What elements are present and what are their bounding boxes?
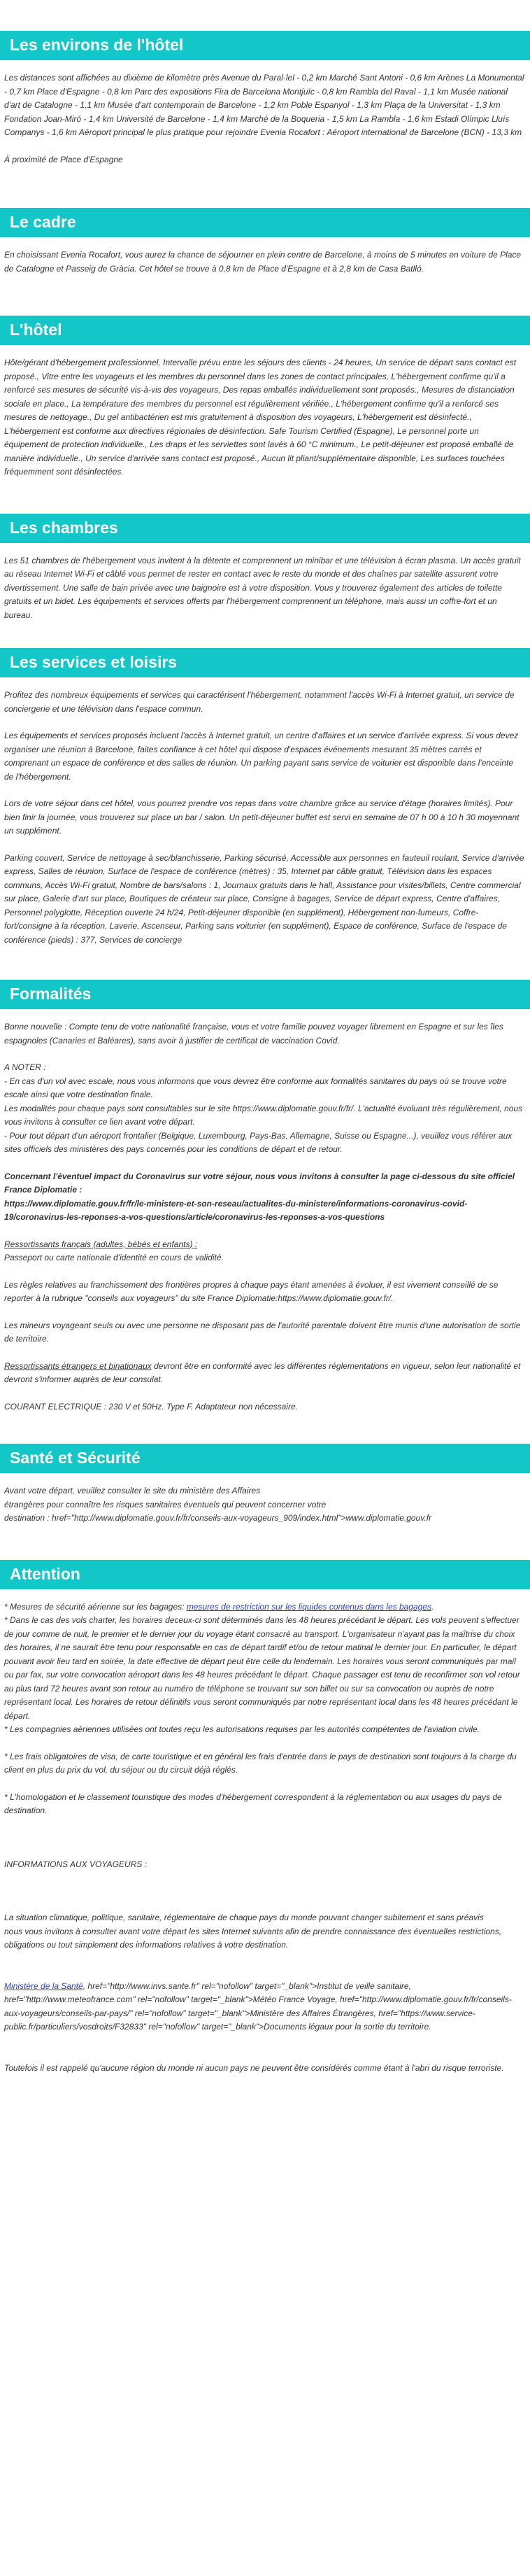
cadre-text: En choisissant Evenia Rocafort, vous aurez la chance de séjourner en plein centre de Barcelone, à moins de 5 minutes en voiture de Place de Catalogne et Passeig de Gràcia. Cet hôtel se trouve à 0,8 km de Place d'Espagne et à 2,8 km de Casa Batlló. (4, 250, 522, 274)
formalites-french-nationals-head: Ressortissants français (adultes, bébés et enfants) : (4, 1239, 198, 1249)
section-attention (0, 1560, 530, 2076)
formalites-borders: Les règles relatives au franchissement des frontières propres à chaque pays étant amenées à évoluer, il est vivement conseillé de se reporter à la rubrique "conseils aux voyageurs" du site France Diplomatie:https://www.diplomatie.gouv.fr/. (4, 1279, 499, 1303)
section-sante (0, 1444, 530, 1526)
hotel-heading: L'hôtel (0, 316, 74, 345)
formalites-heading-bar (0, 980, 530, 1009)
sante-text: Avant votre départ, veuillez consulter le site du ministère des Affaires étrangères pour connaître les risques sanitaires éventuels qui peuvent concerner votre destination : href="http://www.diplomatie.gouv.fr/fr/conseils-aux-voyageurs_909/index.html">www.diplomatie.gouv.fr (4, 1486, 432, 1523)
sante-body (0, 1484, 530, 1526)
section-services (0, 648, 530, 947)
services-equipment: Les équipements et services proposés incluent l'accès à Internet gratuit, un centre d'affaires et un service d'arrivée express. Si vous devez organiser une réunion à Barcelone, faites confiance à cet hôtel qui dispose d'espaces événements mesurant 35 mètres carrés et comprenant un espace de conférence et des salles de réunion. Un parking payant sans service de voiturier est disponible dans l'enceinte de l'hébergement. (4, 731, 519, 782)
cadre-body (0, 248, 530, 276)
attention-security (4, 1600, 524, 1737)
formalites-french-nationals-body: Passeport ou carte nationale d'identité en cours de validité. (4, 1253, 224, 1262)
cadre-heading: Le cadre (0, 208, 89, 237)
attention-terrorism: Toutefois il est rappelé qu'aucune région du monde ni aucun pays ne peuvent être considérés comme étant à l'abri du risque terroriste. (4, 2062, 504, 2073)
attention-links (4, 1980, 524, 2034)
sante-heading: Santé et Sécurité (0, 1444, 153, 1473)
ministry-health-link[interactable]: Ministère de la Santé (4, 1980, 83, 1991)
formalites-french-nationals (4, 1238, 524, 1265)
liquids-restriction-link[interactable]: mesures de restriction sur les liquides contenus dans les bagages (186, 1601, 432, 1612)
environs-proximity: À proximité de Place d'Espagne (4, 154, 123, 164)
attention-security-pre: * Mesures de sécurité aérienne sur les bagages: (4, 1601, 187, 1612)
attention-visa: * Les frais obligatoires de visa, de carte touristique et en général les frais d'entrée dans le pays de destination sont toujours à la charge du client en plus du prix du vol, du séjour ou du circuit déjà réglés. (4, 1751, 517, 1775)
hotel-text: Hôte/gérant d'hébergement professionnel, Intervalle prévu entre les séjours des clients - 24 heures, Un service de départ sans contact est proposé., Vitre entre les voyageurs et les membres du personnel dans les zones de contact principales, L'hébergement confirme qu'il a renforcé ses mesures de sécurité vis-à-vis des voyageurs, Des repas emballés individuellement sont proposés., Mesures de distanciation sociale en place., La température des membres du personnel est régulièrement vérifiée., L'hébergement confirme qu'il a renforcé ses mesures de nettoyage., Du gel antibactérien est mis gratuitement à disposition des voyageurs, L'hébergement est désinfecté., L'hébergement est conforme aux directives régionales de désinfection. Safe Tourism Certified (Espagne), Le personnel porte un équipement de protection individuelle., Les draps et les serviettes sont lavés à 60 °C minimum., Le petit-déjeuner est proposé emballé de manière individuelle., Un service d'arrivée sans contact est proposé., Aucun lit pliant/supplémentaire disponible, Les surfaces touchées fréquemment sont désinfectées. (4, 358, 517, 477)
formalites-foreigners-head: Ressortissants étrangers et binationaux (4, 1360, 152, 1371)
attention-heading: Attention (0, 1560, 93, 1589)
chambres-body (0, 554, 530, 623)
formalites-foreigners (4, 1360, 524, 1387)
environs-body (0, 71, 530, 167)
attention-links-post: , href="http://www.invs.sante.fr" rel="nofollow" target="_blank">Institut de veille sanitaire, href="http://www.meteofrance.com" rel="nofollow" target="_blank">Météo France Voyage, href="http://www.diplomatie.gouv.fr/fr/conseils-aux-voyageurs/conseils-par-pays/" rel="nofollow" target="_blank">Ministère des Affaires Étrangères, href="https://www.service-public.fr/particuliers/vosdroits/F32833" rel="nofollow" target="_blank">Documents légaux pour la sortie du territoire. (4, 1980, 512, 2032)
services-heading-bar (0, 648, 530, 677)
environs-heading-bar (0, 31, 530, 60)
section-environs (0, 31, 530, 167)
attention-body (0, 1600, 530, 2076)
formalites-body (0, 1020, 530, 1414)
chambres-heading: Les chambres (0, 514, 131, 543)
services-list: Parking couvert, Service de nettoyage à sec/blanchisserie, Parking sécurisé, Accessible aux personnes en fauteuil roulant, Service d'arrivée express, Salles de réunion, Surface de l'espace de conférence (mètres) : 35, Internet par câble gratuit, Télévision dans les espaces communs, Accès Wi-Fi gratuit, Nombre de bars/salons : 1, Journaux gratuits dans le hall, Assistance pour visites/billets, Centre commercial sur place, Galerie d'art sur place, Boutiques de créateur sur place, Consigne à bagages, Service de départ express, Centre d'affaires, Personnel polyglotte, Réception ouverte 24 h/24, Petit-déjeuner disponible (en supplément), Hébergement non-fumeurs, Coffre-fort/consigne à la réception, Laverie, Ascenseur, Parking sans voiturier (en supplément), Espace de conférence, Surface de l'espace de conférence (pieds) : 377, Services de concierge (4, 852, 524, 945)
hotel-body (0, 356, 530, 479)
chambres-heading-bar (0, 514, 530, 543)
formalites-coronavirus: Concernant l'éventuel impact du Coronavirus sur votre séjour, nous vous invitons à consulter la page ci-dessous du site officiel France Diplomatie : https://www.diplomatie.gouv.fr/fr/le-ministere-et-son-reseau/actualites-du-ministere/informations-coronavirus-covid-19/coronavirus-les-reponses-a-vos-questions/article/coronavirus-les-reponses-a-vos-questions (4, 1171, 515, 1222)
attention-situation: La situation climatique, politique, sanitaire, réglementaire de chaque pays du monde pouvant changer subitement et sans préavis nous vous invitons à consulter avant votre départ les sites Internet suivants afin de prendre connaissance des éventuelles restrictions, obligations ou tout simplement des informations relatives à votre destination. (4, 1913, 502, 1950)
formalites-foreigners-body: devront être en conformité avec les différentes réglementations en vigueur, selon leur nationalité et devront s'informer auprès de leur consulat. (4, 1360, 521, 1384)
environs-distances: Les distances sont affichées au dixième de kilomètre près Avenue du Paral·lel - 0,2 km Marché Sant Antoni - 0,6 km Arènes La Monumental - 0,7 km Place d'Espagne - 0,8 km Parc des expositions Fira de Barcelona Montjuïc - 0,8 km Rambla del Raval - 1,1 km Musée national d'art de Catalogne - 1,1 km Musée d'art contemporain de Barcelone - 1,2 km Poble Espanyol - 1,3 km Plaça de la Universitat - 1,3 km Fondation Joan-Miró - 1,4 km Université de Barcelone - 1,4 km Marché de la Boqueria - 1,5 km La Rambla - 1,6 km Estadi Olímpic Lluís Companys - 1,6 km Aéroport principal le plus pratique pour rejoindre Evenia Rocafort : Aéroport international de Barcelone (BCN) - 13,3 km (4, 73, 524, 137)
services-intro: Profitez des nombreux équipements et services qui caractérisent l'hébergement, notamment l'accès Wi-Fi à Internet gratuit, un service de conciergerie et une télévision dans l'espace commun. (4, 690, 515, 714)
formalites-note: A NOTER : - En cas d'un vol avec escale, nous vous informons que vous devrez être conforme aux formalités sanitaires du pays où se trouve votre escale ainsi que votre destination finale. Les modalités pour chaque pays sont consultables sur le site https://www.diplomatie.gouv.fr/fr/. L'actualité évoluant très régulièrement, nous vous invitons à consulter ce lien avant votre départ. - Pour tout départ d'un aéroport frontalier (Belgique, Luxembourg, Pays-Bas, Allemagne, Suisse ou Espagne...), veuillez vous référer aux sites officiels des ministères des pays concernés pour les conditions de départ et de retour. (4, 1062, 523, 1154)
attention-classification: * L'homologation et le classement touristique des modes d'hébergement correspondent à la réglementation ou aux usages du pays de destination. (4, 1792, 502, 1815)
services-heading: Les services et loisirs (0, 648, 189, 677)
cadre-heading-bar (0, 208, 530, 237)
formalites-heading: Formalités (0, 980, 103, 1009)
section-formalites (0, 980, 530, 1414)
chambres-text: Les 51 chambres de l'hébergement vous invitent à la détente et comprennent un minibar et une télévision à écran plasma. Un accès gratuit au réseau Internet Wi-Fi et câblé vous permet de rester en contact avec le reste du monde et des chaînes par satellite assurent votre divertissement. Une salle de bain privée avec une baignoire est à votre disposition. Vous y trouverez également des articles de toilette gratuits et un bidet. Les équipements et services offerts par l'hébergement comprennent un téléphone, mais aussi un coffre-fort et un bureau. (4, 555, 521, 620)
section-cadre (0, 208, 530, 276)
section-chambres (0, 514, 530, 623)
attention-travellers-info: INFORMATIONS AUX VOYAGEURS : (4, 1859, 148, 1869)
formalites-electric: COURANT ELECTRIQUE : 230 V et 50Hz. Type F. Adaptateur non nécessaire. (4, 1401, 298, 1412)
sante-heading-bar (0, 1444, 530, 1473)
environs-heading: Les environs de l'hôtel (0, 31, 196, 60)
attention-heading-bar (0, 1560, 530, 1589)
hotel-heading-bar (0, 316, 530, 345)
attention-security-post: . * Dans le cas des vols charter, les horaires deceux-ci sont déterminés dans les 48 heures précédant le départ. Les vols peuvent s'effectuer de jour comme de nuit, le premier et le dernier jour du voyage étant consacré au transport. L'organisateur n'ayant pas la maîtrise du choix des horaires, il ne saurait être tenu pour responsable en cas de départ tardif et/ou de retour matinal le dernier jour. En particulier, le départ pouvant avoir lieu tard en soirée, la date effective de départ peut être celle du lendemain. Les horaires vous seront communiqués par mail ou par fax, sur votre convocation aéroport dans les 48 heures précédant le départ. Chaque passager est tenu de reconfirmer son vol retour au plus tard 72 heures avant son retour au numéro de téléphone se trouvant sur son billet ou sur sa convocation ou auprès de notre représentant local. Les horaires de retour définitifs vous seront communiqués par notre représentant local dans les 48 heures précédant le départ. * Les compagnies aériennes utilisées ont toutes reçu les autorisations requises par les autorités compétentes de l'aviation civile. (4, 1601, 520, 1734)
services-body (0, 689, 530, 947)
section-hotel (0, 316, 530, 479)
formalites-good-news: Bonne nouvelle : Compte tenu de votre nationalité française, vous et votre famille pouvez voyager librement en Espagne et sur les îles espagnoles (Canaries et Baléares), sans avoir à justifier de certificat de vaccination Covid. (4, 1022, 503, 1046)
services-dining: Lors de votre séjour dans cet hôtel, vous pourrez prendre vos repas dans votre chambre grâce au service d'étage (horaires limités). Pour bien finir la journée, vous trouverez sur place un bar / salon. Un petit-déjeuner buffet est servi en semaine de 07 h 00 à 10 h 30 moyennant un supplément. (4, 798, 520, 836)
formalites-minors: Les mineurs voyageant seuls ou avec une personne ne disposant pas de l'autorité parentale doivent être munis d'une autorisation de sortie de territoire. (4, 1320, 521, 1344)
